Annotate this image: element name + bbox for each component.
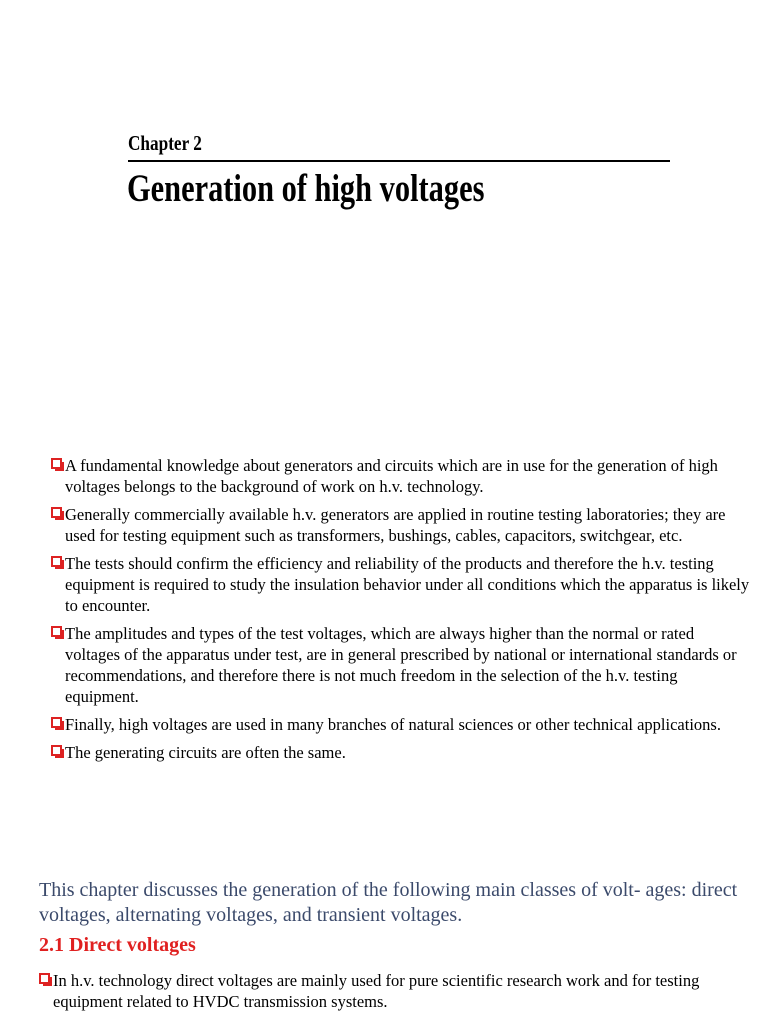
bullet-text: Finally, high voltages are used in many branches of natural sciences or other technical applications. [65, 715, 721, 734]
bullet-text: A fundamental knowledge about generators and circuits which are in use for the generation of high voltages belongs to the background of work on h.v. technology. [65, 456, 718, 496]
bullet-list [51, 455, 751, 770]
title-rule [128, 160, 670, 162]
bullet-text: The generating circuits are often the same. [65, 743, 346, 762]
list-item [51, 714, 751, 735]
bullet-text: The amplitudes and types of the test voltages, which are always higher than the normal or rated voltages of the apparatus under test, are in general prescribed by national or international standards or recommendations, and therefore there is not much freedom in the selection of the h.v. testing equipment. [65, 624, 737, 706]
checkbox-bullet-icon [39, 973, 50, 984]
bullet-text: In h.v. technology direct voltages are mainly used for pure scientific research work and for testing equipment related to HVDC transmission systems. [53, 971, 700, 1011]
section-bullet-list [39, 970, 749, 1019]
list-item [51, 455, 751, 497]
checkbox-bullet-icon [51, 626, 62, 637]
chapter-intro: This chapter discusses the generation of the following main classes of volt- ages: direct voltages, alternating voltages, and transient voltages. [39, 879, 738, 926]
list-item [51, 553, 751, 616]
checkbox-bullet-icon [51, 745, 62, 756]
section-heading: 2.1 Direct voltages [39, 934, 196, 956]
checkbox-bullet-icon [51, 717, 62, 728]
checkbox-bullet-icon [51, 507, 62, 518]
checkbox-bullet-icon [51, 556, 62, 567]
bullet-text: The tests should confirm the efficiency and reliability of the products and therefore the h.v. testing equipment is required to study the insulation behavior under all conditions which the apparatus is likely to encounter. [65, 554, 750, 615]
list-item [51, 504, 751, 546]
checkbox-bullet-icon [51, 458, 62, 469]
list-item [51, 742, 751, 763]
list-item [51, 623, 751, 707]
bullet-text: Generally commercially available h.v. generators are applied in routine testing laboratories; they are used for testing equipment such as transformers, bushings, cables, capacitors, switchgear, etc. [65, 505, 726, 545]
chapter-title: Generation of high voltages [127, 167, 485, 210]
chapter-label: Chapter 2 [128, 131, 202, 155]
list-item [39, 970, 749, 1012]
